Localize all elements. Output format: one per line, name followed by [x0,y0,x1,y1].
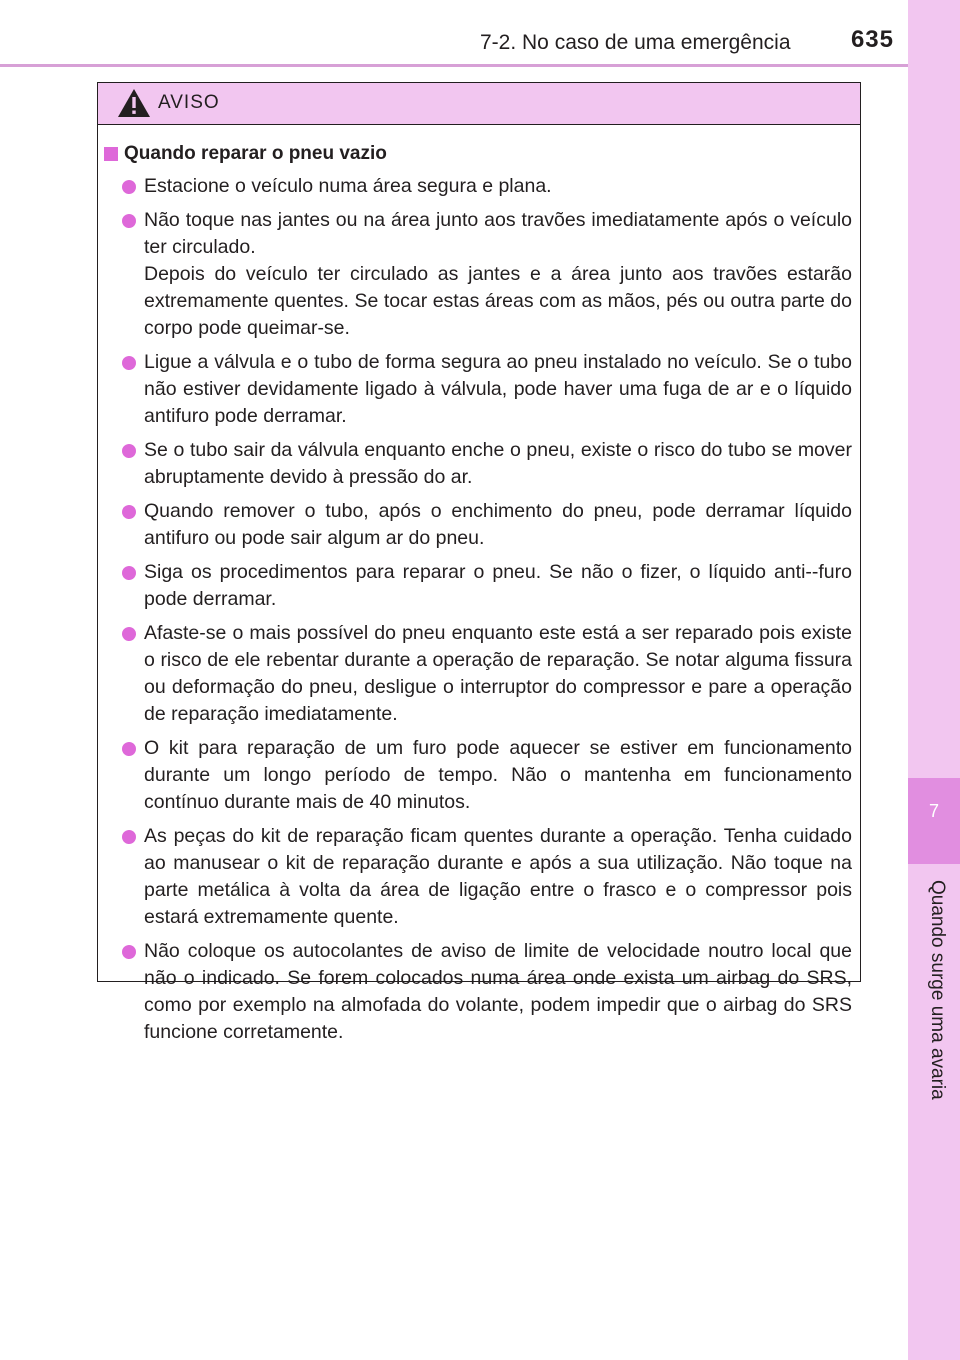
list-item [98,823,860,931]
list-item-text: Não coloque os autocolantes de aviso de limite de velocidade noutro local que não o indicado. Se forem colocados numa área onde exista um airbag do SRS, como por exemplo na almofada do volante, podem impedir que o airbag do SRS funcione corretamente. [144,940,852,1043]
list-item-text: Se o tubo sair da válvula enquanto enche o pneu, existe o risco do tubo se mover abruptamente devido à pressão do ar. [144,439,852,488]
chapter-title: Quando surge uma avaria [927,880,948,1100]
list-item-text: Afaste-se o mais possível do pneu enquanto este está a ser reparado pois existe o risco de ele rebentar durante a operação de reparação. Se notar alguma fissura ou deformação do pneu, desligue o interruptor do compressor e pare a operação de reparação imediatamente. [144,622,852,725]
list-item-text: Quando remover o tubo, após o enchimento do pneu, pode derramar líquido antifuro ou pode sair algum ar do pneu. [144,500,852,549]
bullet-dot-icon [122,742,136,756]
list-item [98,559,860,613]
list-item-text: O kit para reparação de um furo pode aquecer se estiver em funcionamento durante um longo período de tempo. Não o mantenha em funcionamento contínuo durante mais de 40 minutos. [144,737,852,813]
bullet-dot-icon [122,356,136,370]
bullet-dot-icon [122,180,136,194]
list-item [98,620,860,728]
list-item [98,938,860,1046]
header-rule [0,64,908,67]
warning-triangle-icon [116,87,152,119]
section-heading [104,141,860,167]
section-heading-text: Quando reparar o pneu vazio [124,143,387,164]
list-item-text: As peças do kit de reparação ficam quentes durante a operação. Tenha cuidado ao manusear o kit de reparação durante e após a sua utilização. Não toque na parte metálica à volta da área de ligação entre o frasco e o compressor pois estará extremamente quente. [144,825,852,928]
list-item-text: Siga os procedimentos para reparar o pneu. Se não o fizer, o líquido anti--furo pode derramar. [144,561,852,610]
square-bullet-icon [104,147,118,161]
bullet-dot-icon [122,945,136,959]
list-item-text: Não toque nas jantes ou na área junto aos travões imediatamente após o veículo ter circulado. [144,209,852,258]
list-item-text: Depois do veículo ter circulado as jantes e a área junto aos travões estarão extremamente quentes. Se tocar estas áreas com as mãos, pés ou outra parte do corpo pode queimar-se. [144,263,852,339]
side-tab [908,0,960,1360]
bullet-dot-icon [122,505,136,519]
list-item-text: Ligue a válvula e o tubo de forma segura ao pneu instalado no veículo. Se o tubo não estiver devidamente ligado à válvula, pode haver uma fuga de ar e o líquido antifuro pode derramar. [144,351,852,427]
bullet-dot-icon [122,830,136,844]
list-item [98,207,860,342]
bullet-dot-icon [122,444,136,458]
bullet-dot-icon [122,214,136,228]
warning-label: AVISO [158,92,220,113]
warning-header [98,83,860,125]
warning-content [98,141,860,1053]
list-item [98,349,860,430]
bullet-dot-icon [122,627,136,641]
warning-box [97,82,861,1043]
chapter-number: 7 [928,801,939,821]
list-item [98,498,860,552]
list-item [98,173,860,200]
bullet-dot-icon [122,566,136,580]
list-item [98,735,860,816]
page-number: 635 [850,26,894,53]
warning-list [98,173,860,1046]
list-item [98,437,860,491]
list-item-text: Estacione o veículo numa área segura e plana. [144,175,552,197]
header-section-title: 7-2. No caso de uma emergência [480,31,791,54]
